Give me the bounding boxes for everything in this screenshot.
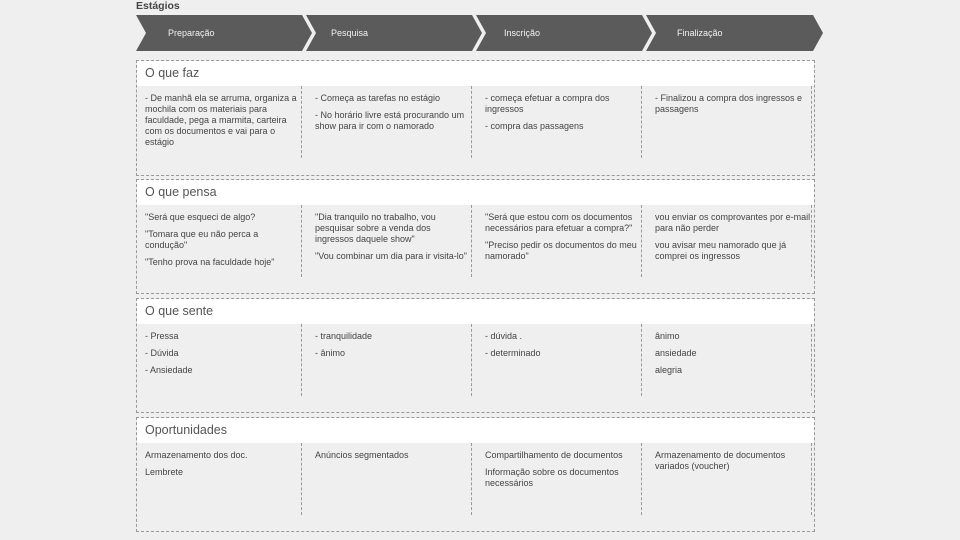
list-item: Compartilhamento de documentos (485, 450, 623, 460)
list-item: "Vou combinar um dia para ir visita-lo" (315, 251, 467, 261)
column-preparacao (137, 86, 302, 158)
section-o-que-pensa (136, 179, 815, 294)
list-item: Informação sobre os documentos necessários (485, 467, 619, 488)
section-title: O que sente (137, 299, 814, 324)
column-preparacao (137, 324, 302, 396)
column-inscricao (477, 205, 642, 277)
list-item: - De manhã ela se arruma, organiza a mochila com os materiais para faculdade, pega a marmita, carteira com os documentos e vai para o estágio (145, 93, 297, 147)
section-title: Oportunidades (137, 418, 814, 443)
stage-label-finalizacao: Finalização (677, 28, 723, 38)
stages-title: Estágios (136, 0, 180, 12)
column-pesquisa (307, 86, 472, 158)
list-item: Armazenamento de documentos variados (voucher) (655, 450, 786, 471)
stage-label-inscricao: Inscrição (504, 28, 541, 38)
list-item: - ânimo (315, 348, 346, 358)
list-item: Anúncios segmentados (315, 450, 409, 460)
list-item: - Começa as tarefas no estágio (315, 93, 441, 103)
stages-chevron-bar (0, 0, 960, 60)
section-title: O que pensa (137, 180, 814, 205)
stage-chevron-preparacao (136, 15, 312, 51)
list-item: - Finalizou a compra dos ingressos e passagens (655, 93, 803, 114)
column-finalizacao (647, 324, 812, 396)
list-item: - No horário livre está procurando um show para ir com o namorado (315, 110, 465, 131)
section-o-que-faz (136, 60, 815, 176)
list-item: vou avisar meu namorado que já comprei os ingressos (655, 240, 787, 261)
column-finalizacao (647, 86, 812, 158)
column-inscricao (477, 324, 642, 396)
list-item: - Pressa (145, 331, 179, 341)
section-o-que-sente (136, 298, 815, 413)
list-item: "Preciso pedir os documentos do meu namorado" (485, 240, 637, 261)
section-title: O que faz (137, 61, 814, 86)
column-pesquisa (307, 324, 472, 396)
list-item: - determinado (485, 348, 541, 358)
column-finalizacao (647, 443, 812, 515)
list-item: "Será que esqueci de algo? (145, 212, 256, 222)
list-item: - Dúvida (145, 348, 179, 358)
column-preparacao (137, 205, 302, 277)
list-item: "Tenho prova na faculdade hoje" (145, 257, 275, 267)
list-item: - Ansiedade (145, 365, 193, 375)
list-item: "Dia tranquilo no trabalho, vou pesquisar sobre a venda dos ingressos daquele show" (315, 212, 436, 244)
list-item: - compra das passagens (485, 121, 584, 131)
column-finalizacao (647, 205, 812, 277)
list-item: ansiedade (655, 348, 697, 358)
list-item: - dúvida . (485, 331, 523, 341)
list-item: "Será que estou com os documentos necessários para efetuar a compra?" (485, 212, 633, 233)
list-item: alegria (655, 365, 683, 375)
list-item: "Tomara que eu não perca a condução" (145, 229, 259, 250)
section-columns (137, 443, 814, 540)
column-pesquisa (307, 205, 472, 277)
list-item: Lembrete (145, 467, 184, 477)
list-item: - tranquilidade (315, 331, 373, 341)
list-item: Armazenamento dos doc. (145, 450, 248, 460)
stage-label-pesquisa: Pesquisa (331, 28, 369, 38)
section-oportunidades (136, 417, 815, 532)
list-item: ânimo (655, 331, 680, 341)
list-item: vou enviar os comprovantes por e-mail para não perder (655, 212, 811, 233)
column-inscricao (477, 86, 642, 158)
column-pesquisa (307, 443, 472, 515)
stage-chevron-finalizacao (646, 15, 823, 51)
stage-chevron-inscricao (476, 15, 652, 51)
stage-label-preparacao: Preparação (168, 28, 215, 38)
list-item: - começa efetuar a compra dos ingressos (485, 93, 610, 114)
column-preparacao (137, 443, 302, 515)
column-inscricao (477, 443, 642, 515)
